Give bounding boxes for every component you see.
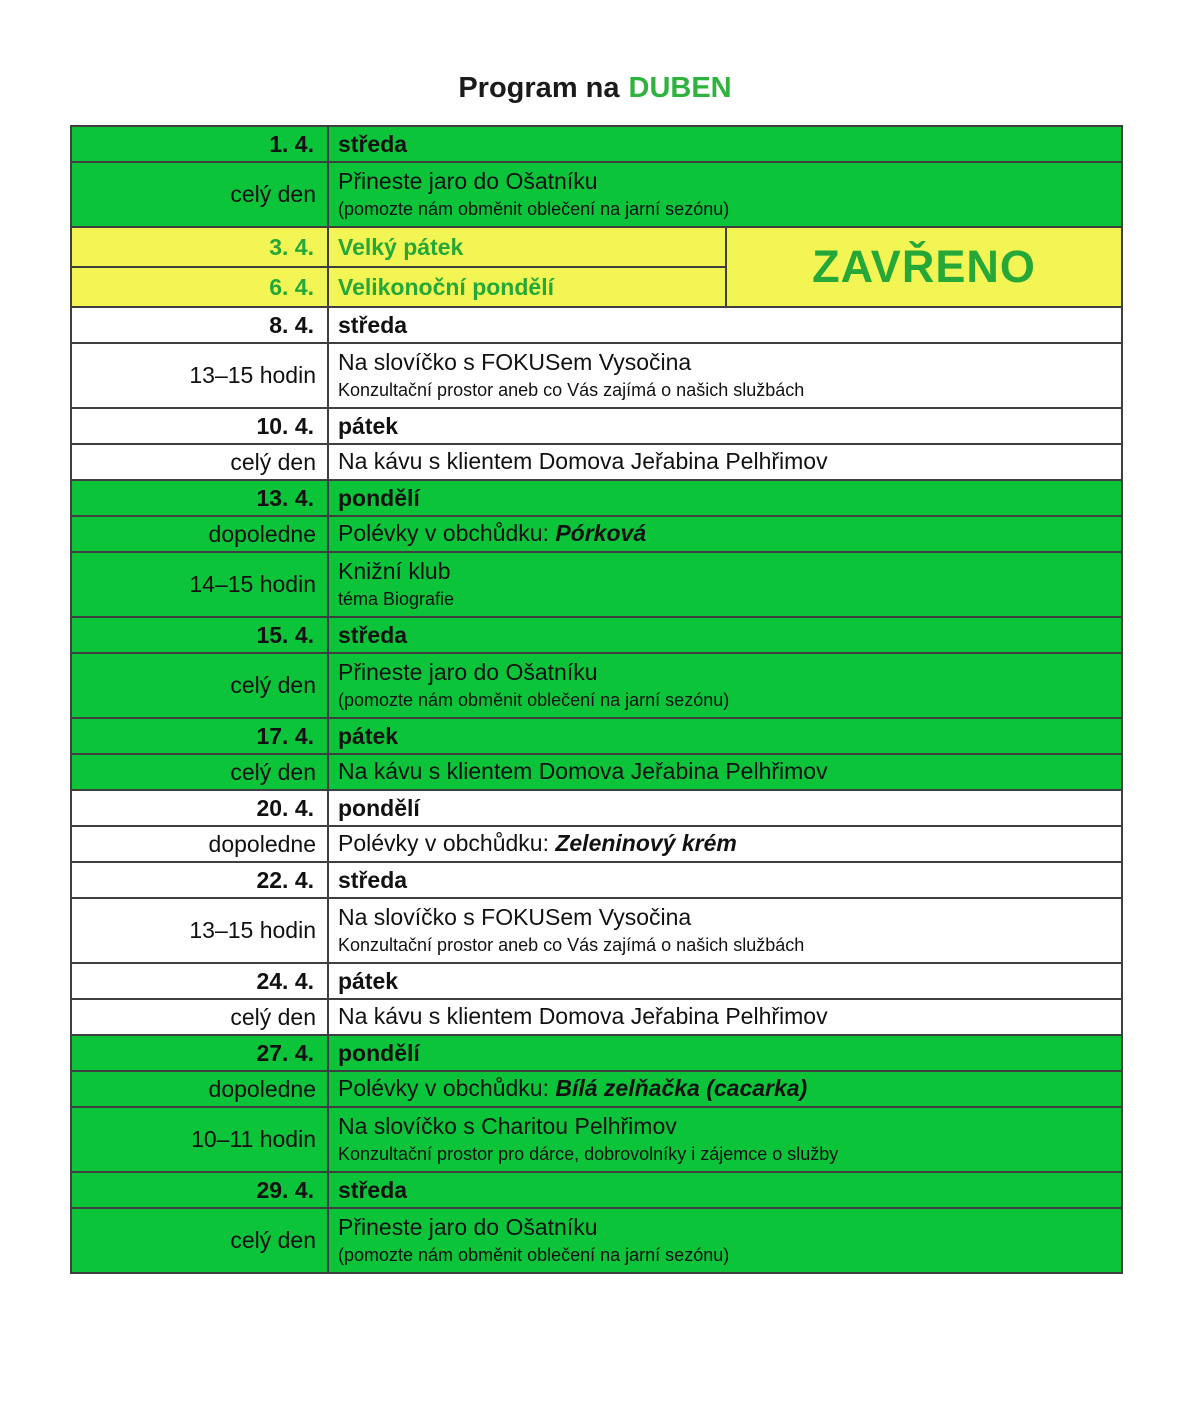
date-cell: 3. 4. [71,227,328,267]
table-row [71,1071,1122,1107]
time-cell: celý den [71,1208,328,1273]
table-row [71,1208,1122,1273]
event-title [338,659,1121,687]
event-cell [328,1107,1122,1172]
table-row [71,162,1122,227]
event-emphasis-text: Pórková [555,520,647,547]
event-title-text: Polévky v obchůdku: [338,520,556,547]
day-cell: středa [328,617,1122,653]
table-row [71,898,1122,963]
date-cell: 22. 4. [71,862,328,898]
event-subtitle: Konzultační prostor pro dárce, dobrovolníky i zájemce o služby [338,1144,839,1164]
event-emphasis-text: Zeleninový krém [555,830,737,857]
time-cell: 10–11 hodin [71,1107,328,1172]
day-cell: středa [328,307,1122,343]
time-cell: celý den [71,444,328,480]
event-subtitle: Konzultační prostor aneb co Vás zajímá o našich službách [338,935,805,955]
day-cell: pátek [328,718,1122,754]
page-title-prefix: Program na [458,72,620,104]
event-title-text: Přineste jaro do Ošatníku [338,659,598,686]
day-cell: středa [328,862,1122,898]
event-title [338,168,1121,196]
event-cell [328,653,1122,718]
table-row [71,552,1122,617]
event-title-text: Na slovíčko s FOKUSem Vysočina [338,349,692,376]
time-cell: dopoledne [71,516,328,552]
event-title [338,520,1121,548]
event-title-text: Na kávu s klientem Domova Jeřabina Pelhřimov [338,758,828,785]
table-row [71,444,1122,480]
time-cell: dopoledne [71,1071,328,1107]
event-title [338,448,1121,476]
event-title-text: Na kávu s klientem Domova Jeřabina Pelhřimov [338,448,828,475]
date-cell: 15. 4. [71,617,328,653]
event-title-text: Přineste jaro do Ošatníku [338,168,598,195]
table-row [71,617,1122,653]
time-cell: 14–15 hodin [71,552,328,617]
event-title [338,758,1121,786]
closed-cell: ZAVŘENO [726,227,1122,307]
page-title [0,72,1190,105]
event-title-text: Na kávu s klientem Domova Jeřabina Pelhřimov [338,1003,828,1030]
time-cell: celý den [71,999,328,1035]
date-cell: 27. 4. [71,1035,328,1071]
event-cell [328,754,1122,790]
event-title [338,349,1121,377]
day-cell: Velký pátek [328,227,726,267]
event-title-text: Knižní klub [338,558,451,585]
date-cell: 13. 4. [71,480,328,516]
event-subtitle: téma Biografie [338,589,455,609]
day-cell: pátek [328,408,1122,444]
event-cell [328,999,1122,1035]
event-subtitle: (pomozte nám obměnit oblečení na jarní sezónu) [338,199,730,219]
date-cell: 29. 4. [71,1172,328,1208]
event-cell [328,826,1122,862]
event-subtitle: Konzultační prostor aneb co Vás zajímá o našich službách [338,380,805,400]
date-cell: 8. 4. [71,307,328,343]
event-cell [328,444,1122,480]
event-title [338,1113,1121,1141]
table-row [71,1035,1122,1071]
date-cell: 24. 4. [71,963,328,999]
event-emphasis-text: Bílá zelňačka (cacarka) [555,1075,808,1102]
day-cell: Velikonoční pondělí [328,267,726,307]
table-row [71,516,1122,552]
date-cell: 10. 4. [71,408,328,444]
date-cell: 1. 4. [71,126,328,162]
event-title-text: Polévky v obchůdku: [338,1075,556,1102]
event-title [338,904,1121,932]
time-cell: 13–15 hodin [71,898,328,963]
event-title [338,1003,1121,1031]
time-cell: dopoledne [71,826,328,862]
table-row [71,307,1122,343]
table-row [71,1172,1122,1208]
event-title-text: Přineste jaro do Ošatníku [338,1214,598,1241]
table-row [71,862,1122,898]
event-title-text: Na slovíčko s FOKUSem Vysočina [338,904,692,931]
date-cell: 6. 4. [71,267,328,307]
time-cell: celý den [71,162,328,227]
program-table [70,125,1123,1274]
table-row [71,999,1122,1035]
event-cell [328,162,1122,227]
day-cell: středa [328,126,1122,162]
day-cell: středa [328,1172,1122,1208]
table-row [71,408,1122,444]
table-row [71,227,1122,267]
day-cell: pondělí [328,1035,1122,1071]
table-row [71,126,1122,162]
event-cell [328,898,1122,963]
date-cell: 20. 4. [71,790,328,826]
table-row [71,826,1122,862]
event-cell [328,1071,1122,1107]
table-row [71,790,1122,826]
event-title-text: Na slovíčko s Charitou Pelhřimov [338,1113,677,1140]
event-title [338,1075,1121,1103]
event-title [338,1214,1121,1242]
event-subtitle: (pomozte nám obměnit oblečení na jarní sezónu) [338,1245,730,1265]
table-row [71,343,1122,408]
time-cell: 13–15 hodin [71,343,328,408]
table-row [71,653,1122,718]
event-cell [328,1208,1122,1273]
day-cell: pátek [328,963,1122,999]
table-row [71,963,1122,999]
page-title-month: DUBEN [628,72,732,104]
event-cell [328,552,1122,617]
event-title-text: Polévky v obchůdku: [338,830,556,857]
day-cell: pondělí [328,790,1122,826]
event-cell [328,343,1122,408]
event-title [338,558,1121,586]
table-row [71,718,1122,754]
time-cell: celý den [71,653,328,718]
table-row [71,754,1122,790]
date-cell: 17. 4. [71,718,328,754]
event-subtitle: (pomozte nám obměnit oblečení na jarní sezónu) [338,690,730,710]
event-cell [328,516,1122,552]
day-cell: pondělí [328,480,1122,516]
table-row [71,480,1122,516]
time-cell: celý den [71,754,328,790]
table-row [71,1107,1122,1172]
event-title [338,830,1121,858]
